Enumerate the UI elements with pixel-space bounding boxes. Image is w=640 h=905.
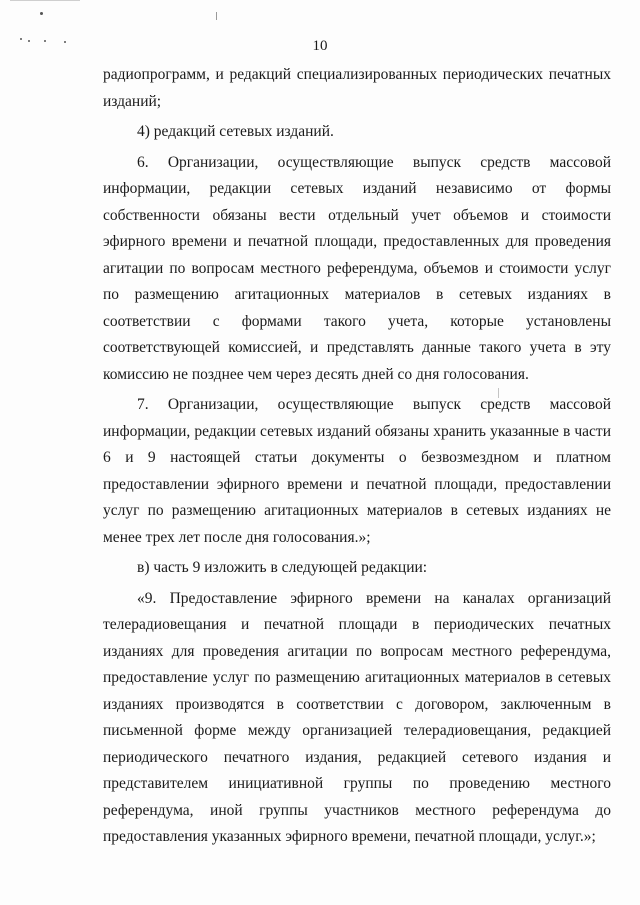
paragraph-clause-7: 7. Организации, осуществляющие выпуск средств массовой информации, редакции сетевых изданий обязаны хранить указанные в части 6 и 9 настоящей статьи документы о безвозмездном и платном предоставлении эфирного времени и печатной площади, предоставлении услуг по размещению агитационных материалов в сетевых изданиях не менее трех лет после дня голосования.»; — [103, 396, 611, 546]
document-body — [103, 62, 611, 851]
paragraph-continuation: радиопрограмм, и редакций специализированных периодических печатных изданий; — [103, 66, 611, 110]
paragraph-item-4: 4) редакций сетевых изданий. — [137, 123, 334, 140]
scan-streak — [216, 12, 217, 20]
page-number: 10 — [312, 38, 328, 54]
paragraph-clause-6: 6. Организации, осуществляющие выпуск средств массовой информации, редакции сетевых изданий независимо от формы собственности обязаны вести отдельный учет объемов и стоимости эфирного времени и печатной площади, предоставленных для проведения агитации по вопросам местного референдума, объемов и стоимости услуг по размещению агитационных материалов в сетевых изданиях в соответствии с формами такого учета, которые установлены соответствующей комиссией, и представлять данные такого учета в эту комиссию не позднее чем через десять дней со дня голосования. — [103, 153, 611, 383]
paragraph-clause-9: «9. Предоставление эфирного времени на каналах организаций телерадиовещания и печатной площади в периодических печатных изданиях для проведения агитации по вопросам местного референдума, предоставление услуг по размещению агитационных материалов в сетевых изданиях производятся в соответствии с договором, заключенным в письменной форме между организацией телерадиовещания, редакцией периодического печатного издания, редакцией сетевого издания и представителем инициативной группы по проведению местного референдума, иной группы участников местного референдума до предоставления указанных эфирного времени, печатной площади, услуг.»; — [103, 589, 611, 845]
paragraph-amendment-intro: в) часть 9 изложить в следующей редакции: — [137, 559, 428, 576]
scan-streak — [10, 0, 80, 1]
scan-speck — [40, 12, 43, 15]
